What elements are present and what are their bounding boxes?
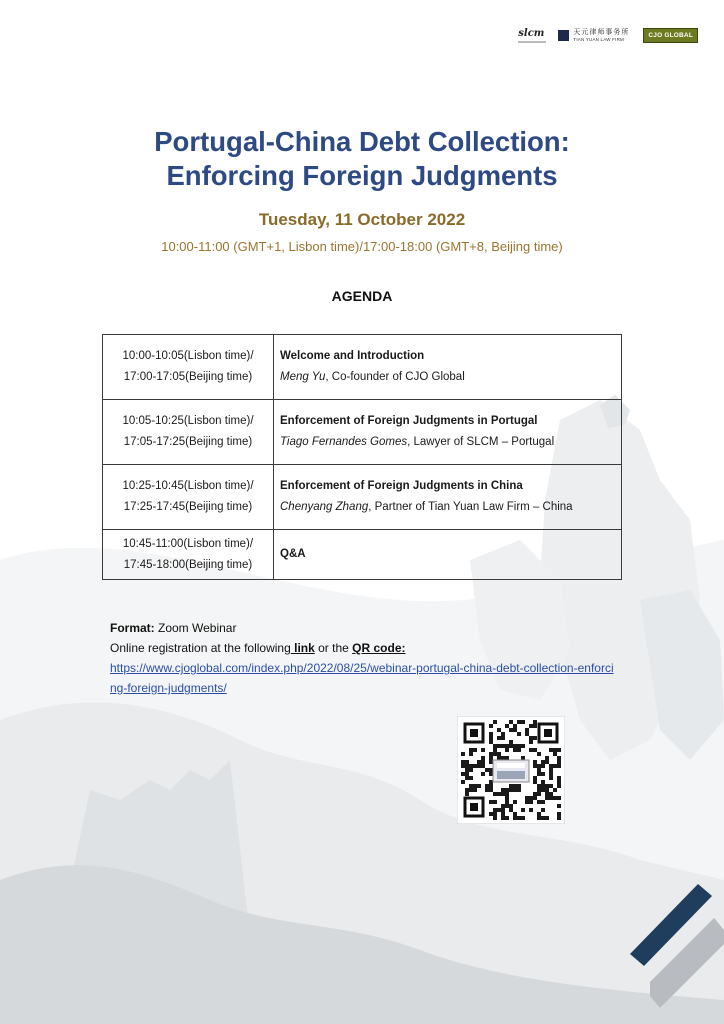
tianyuan-logo (558, 29, 629, 43)
decorative-stripes (620, 880, 724, 1024)
registration-line (110, 638, 630, 658)
agenda-time-cell (103, 335, 274, 400)
agenda-time-lisbon: 10:05-10:25(Lisbon time)/ (122, 415, 254, 427)
tianyuan-logo-en: TIAN YUAN LAW FIRM (573, 36, 624, 42)
agenda-speaker-role: , Partner of Tian Yuan Law Firm – China (368, 501, 573, 513)
registration-link-word: link (290, 641, 315, 655)
agenda-row (103, 400, 622, 465)
agenda-session-cell (274, 335, 622, 400)
title-line-2: Enforcing Foreign Judgments (166, 160, 558, 191)
registration-text: Online registration at the following (110, 641, 291, 655)
page-title (0, 125, 724, 193)
slcm-logo-text: slcm (518, 28, 545, 39)
format-value: Zoom Webinar (154, 621, 237, 635)
agenda-time-cell (103, 400, 274, 465)
cjo-global-logo: CJO GLOBAL (643, 28, 698, 43)
agenda-heading: AGENDA (331, 288, 393, 304)
agenda-speaker-name: Chenyang Zhang (280, 501, 369, 513)
agenda-row (103, 335, 622, 400)
agenda-speaker-name: Tiago Fernandes Gomes (280, 436, 408, 448)
agenda-speaker-role: , Co-founder of CJO Global (325, 371, 465, 383)
agenda-speaker-role: , Lawyer of SLCM – Portugal (407, 436, 555, 448)
format-section (110, 618, 630, 698)
event-date: Tuesday, 11 October 2022 (258, 210, 466, 229)
slcm-logo (518, 28, 544, 43)
format-label: Format: (110, 621, 155, 635)
agenda-time-lisbon: 10:00-10:05(Lisbon time)/ (122, 350, 254, 362)
registration-or-text: or the (314, 641, 353, 655)
agenda-time-lisbon: 10:45-11:00(Lisbon time)/ (122, 537, 254, 550)
registration-url-link[interactable]: https://www.cjoglobal.com/index.php/2022/08/25/webinar-portugal-china-debt-collection-enforcing-foreign-judgments/ (110, 661, 614, 695)
agenda-speaker (280, 497, 621, 518)
agenda-session-cell (274, 400, 622, 465)
agenda-session-cell (274, 465, 622, 530)
partner-logos (518, 28, 698, 43)
agenda-session-title: Welcome and Introduction (280, 350, 425, 362)
agenda-row (103, 465, 622, 530)
event-time: 10:00-11:00 (GMT+1, Lisbon time)/17:00-18:00 (GMT+8, Beijing time) (161, 239, 563, 254)
title-line-1: Portugal-China Debt Collection: (154, 126, 570, 157)
agenda-time-beijing: 17:00-17:05(Beijing time) (123, 371, 253, 383)
agenda-session-title: Enforcement of Foreign Judgments in China (280, 480, 523, 492)
tianyuan-logo-cn: 天元律师事务所 (573, 27, 630, 36)
agenda-speaker (280, 367, 621, 388)
agenda-speaker (280, 432, 621, 453)
agenda-time-beijing: 17:25-17:45(Beijing time) (123, 501, 253, 513)
agenda-session-cell (274, 530, 622, 580)
agenda-table (102, 334, 622, 580)
agenda-time-beijing: 17:45-18:00(Beijing time) (123, 558, 253, 571)
agenda-time-beijing: 17:05-17:25(Beijing time) (123, 436, 253, 448)
agenda-session-title: Enforcement of Foreign Judgments in Portugal (280, 415, 538, 427)
registration-qr-code[interactable] (457, 716, 565, 824)
agenda-time-cell (103, 465, 274, 530)
format-line (110, 618, 630, 638)
agenda-time-cell (103, 530, 274, 580)
registration-qr-word: QR code: (352, 641, 406, 655)
agenda-time-lisbon: 10:25-10:45(Lisbon time)/ (122, 480, 254, 492)
agenda-speaker-name: Meng Yu (280, 371, 326, 383)
agenda-session-title: Q&A (280, 548, 306, 560)
agenda-row (103, 530, 622, 580)
tianyuan-seal-icon (558, 30, 569, 41)
